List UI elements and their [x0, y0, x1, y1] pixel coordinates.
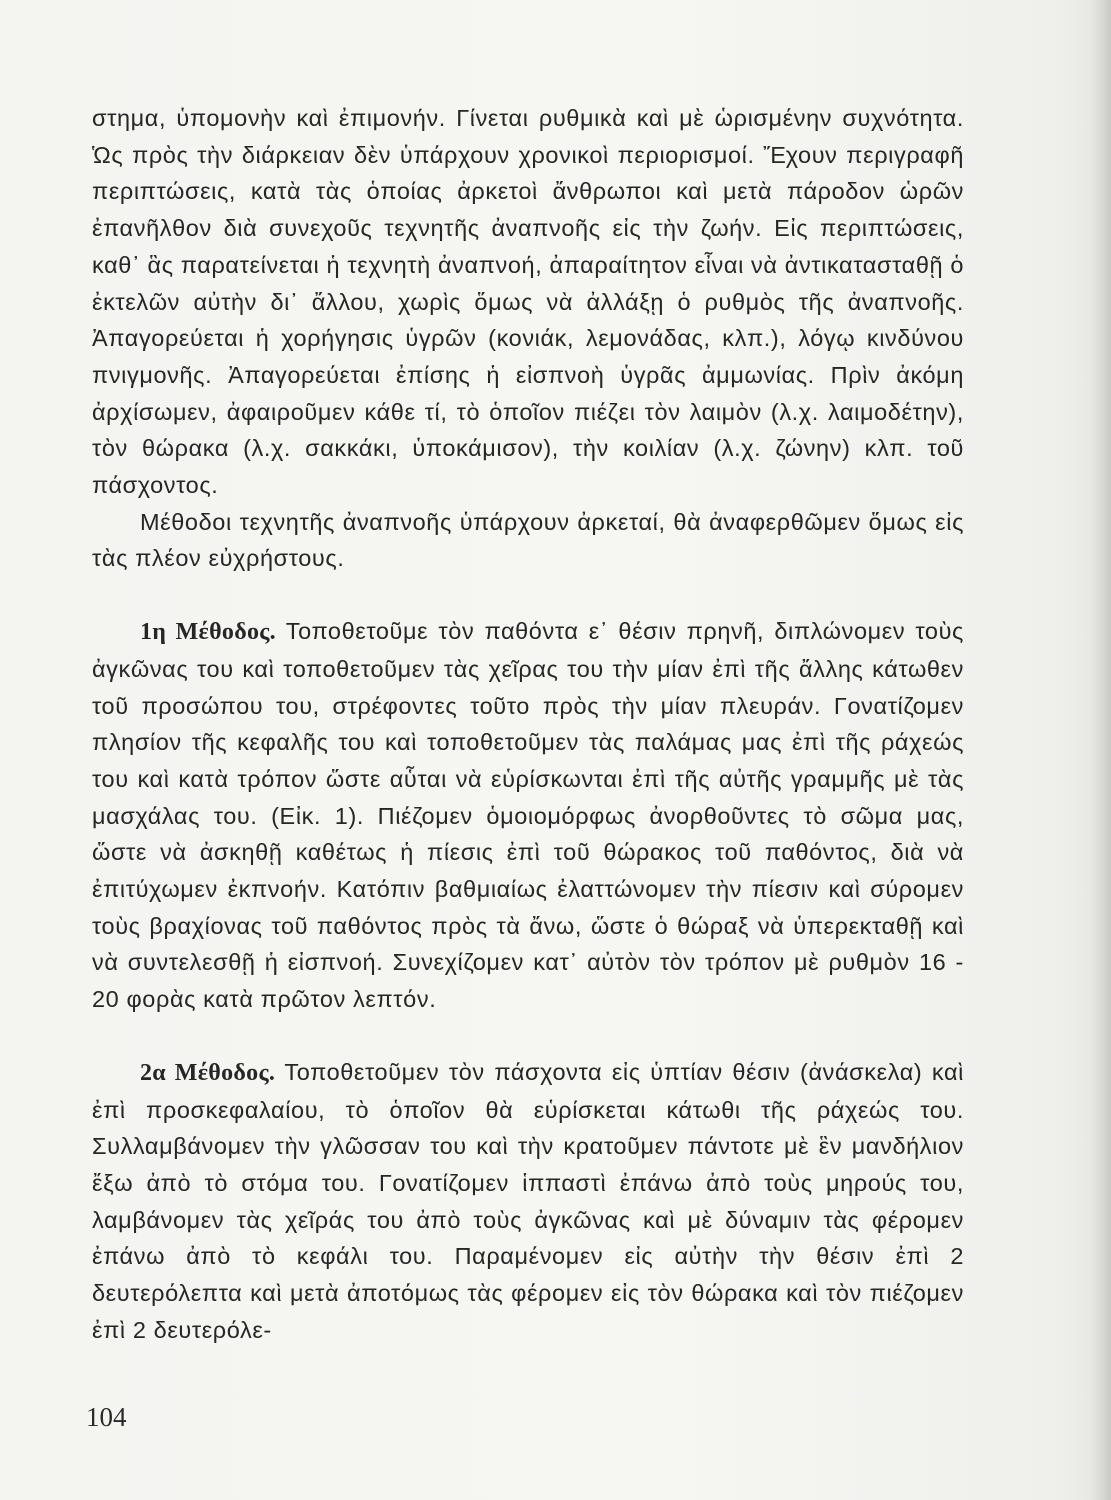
page-edge-shadow	[1089, 0, 1111, 1500]
method-1-paragraph	[92, 613, 964, 1018]
method-2-heading: 2α Μέθοδος.	[140, 1059, 276, 1086]
method-2-text: Τοποθετοῦμεν τὸν πάσχοντα εἰς ὑπτίαν θέσιν (ἀνάσκελα) καὶ ἐπὶ προσκεφαλαίου, τὸ ὁποῖον θὰ εὑρίσκεται κάτωθι τῆς ράχεώς του. Συλλαμβάνομεν τὴν γλῶσσαν του καὶ τὴν κρατοῦμεν πάντοτε μὲ ἓν μανδήλιον ἔξω ἀπὸ τὸ στόμα του. Γονατίζομεν ἱππαστὶ ἐπάνω ἀπὸ τοὺς μηρούς του, λαμβάνομεν τὰς χεῖράς του ἀπὸ τοὺς ἀγκῶνας καὶ μὲ δύναμιν τὰς φέρομεν ἐπάνω ἀπὸ τὸ κεφάλι του. Παραμένομεν εἰς αὐτὴν τὴν θέσιν ἐπὶ 2 δευτερόλεπτα καὶ μετὰ ἀποτόμως τὰς φέρομεν εἰς τὸν θώρακα καὶ τὸν πιέζομεν ἐπὶ 2 δευτερόλε-	[92, 1058, 964, 1343]
paragraph-continuation: στημα, ὑπομονὴν καὶ ἐπιμονήν. Γίνεται ρυθμικὰ καὶ μὲ ὡρισμένην συχνότητα. Ὡς πρὸς τὴν διάρκειαν δὲν ὑπάρχουν χρονικοὶ περιορισμοί. Ἔχουν περιγραφῆ περιπτώσεις, κατὰ τὰς ὁποίας ἀρκετοὶ ἄνθρωποι καὶ μετὰ πάροδον ὡρῶν ἐπανῆλθον διὰ συνεχοῦς τεχνητῆς ἀναπνοῆς εἰς τὴν ζωήν. Εἰς περιπτώσεις, καθ᾽ ἃς παρατείνεται ἡ τεχνητὴ ἀναπνοή, ἀπαραίτητον εἶναι νὰ ἀντικατασταθῇ ὁ ἐκτελῶν αὐτὴν δι᾽ ἄλλου, χωρὶς ὅμως νὰ ἀλλάξῃ ὁ ρυθμὸς τῆς ἀναπνοῆς. Ἀπαγορεύεται ἡ χορήγησις ὑγρῶν (κονιάκ, λεμονάδας, κλπ.), λόγῳ κινδύνου πνιγμονῆς. Ἀπαγορεύεται ἐπίσης ἡ εἰσπνοὴ ὑγρᾶς ἀμμωνίας. Πρὶν ἀκόμη ἀρχίσωμεν, ἀφαιροῦμεν κάθε τί, τὸ ὁποῖον πιέζει τὸν λαιμὸν (λ.χ. λαιμοδέτην), τὸν θώρακα (λ.χ. σακκάκι, ὑποκάμισον), τὴν κοιλίαν (λ.χ. ζώνην) κλπ. τοῦ πάσχοντος.	[92, 105, 964, 499]
method-2-paragraph	[92, 1054, 964, 1349]
method-1-text: Τοποθετοῦμε τὸν παθόντα ε᾽ θέσιν πρηνῆ, διπλώνομεν τοὺς ἀγκῶνας του καὶ τοποθετοῦμεν τὰς χεῖρας του τὴν μίαν ἐπὶ τῆς ἄλλης κάτωθεν τοῦ προσώπου του, στρέφοντες τοῦτο πρὸς τὴν μίαν πλευράν. Γονατίζομεν πλησίον τῆς κεφαλῆς του καὶ τοποθετοῦμεν τὰς παλάμας μας ἐπὶ τῆς ράχεώς του καὶ κατὰ τρόπον ὥστε αὗται νὰ εὑρίσκωνται ἐπὶ τῆς αὐτῆς γραμμῆς μὲ τὰς μασχάλας του. (Εἰκ. 1). Πιέζομεν ὁμοιομόρφως ἀνορθοῦντες τὸ σῶμα μας, ὥστε νὰ ἀσκηθῇ καθέτως ἡ πίεσις ἐπὶ τοῦ θώρακος τοῦ παθόντος, διὰ νὰ ἐπιτύχωμεν ἐκπνοήν. Κατόπιν βαθμιαίως ἐλαττώνομεν τὴν πίεσιν καὶ σύρομεν τοὺς βραχίονας τοῦ παθόντος πρὸς τὰ ἄνω, ὥστε ὁ θώραξ νὰ ὑπερεκταθῇ καὶ νὰ συντελεσθῇ ἡ εἰσπνοή. Συνεχίζομεν κατ᾽ αὐτὸν τὸν τρόπον μὲ ρυθμὸν 16 - 20 φορὰς κατὰ πρῶτον λεπτόν.	[92, 618, 964, 1013]
section-gap	[92, 577, 964, 613]
page-number: 104	[86, 1402, 127, 1432]
body-text	[92, 100, 964, 1349]
section-gap	[92, 1018, 964, 1054]
method-1-heading: 1η Μέθοδος.	[140, 619, 276, 646]
paragraph-methods-intro: Μέθοδοι τεχνητῆς ἀναπνοῆς ὑπάρχουν ἀρκεταί, θὰ ἀναφερθῶμεν ὅμως εἰς τὰς πλέον εὐχρήστους.	[92, 508, 964, 572]
